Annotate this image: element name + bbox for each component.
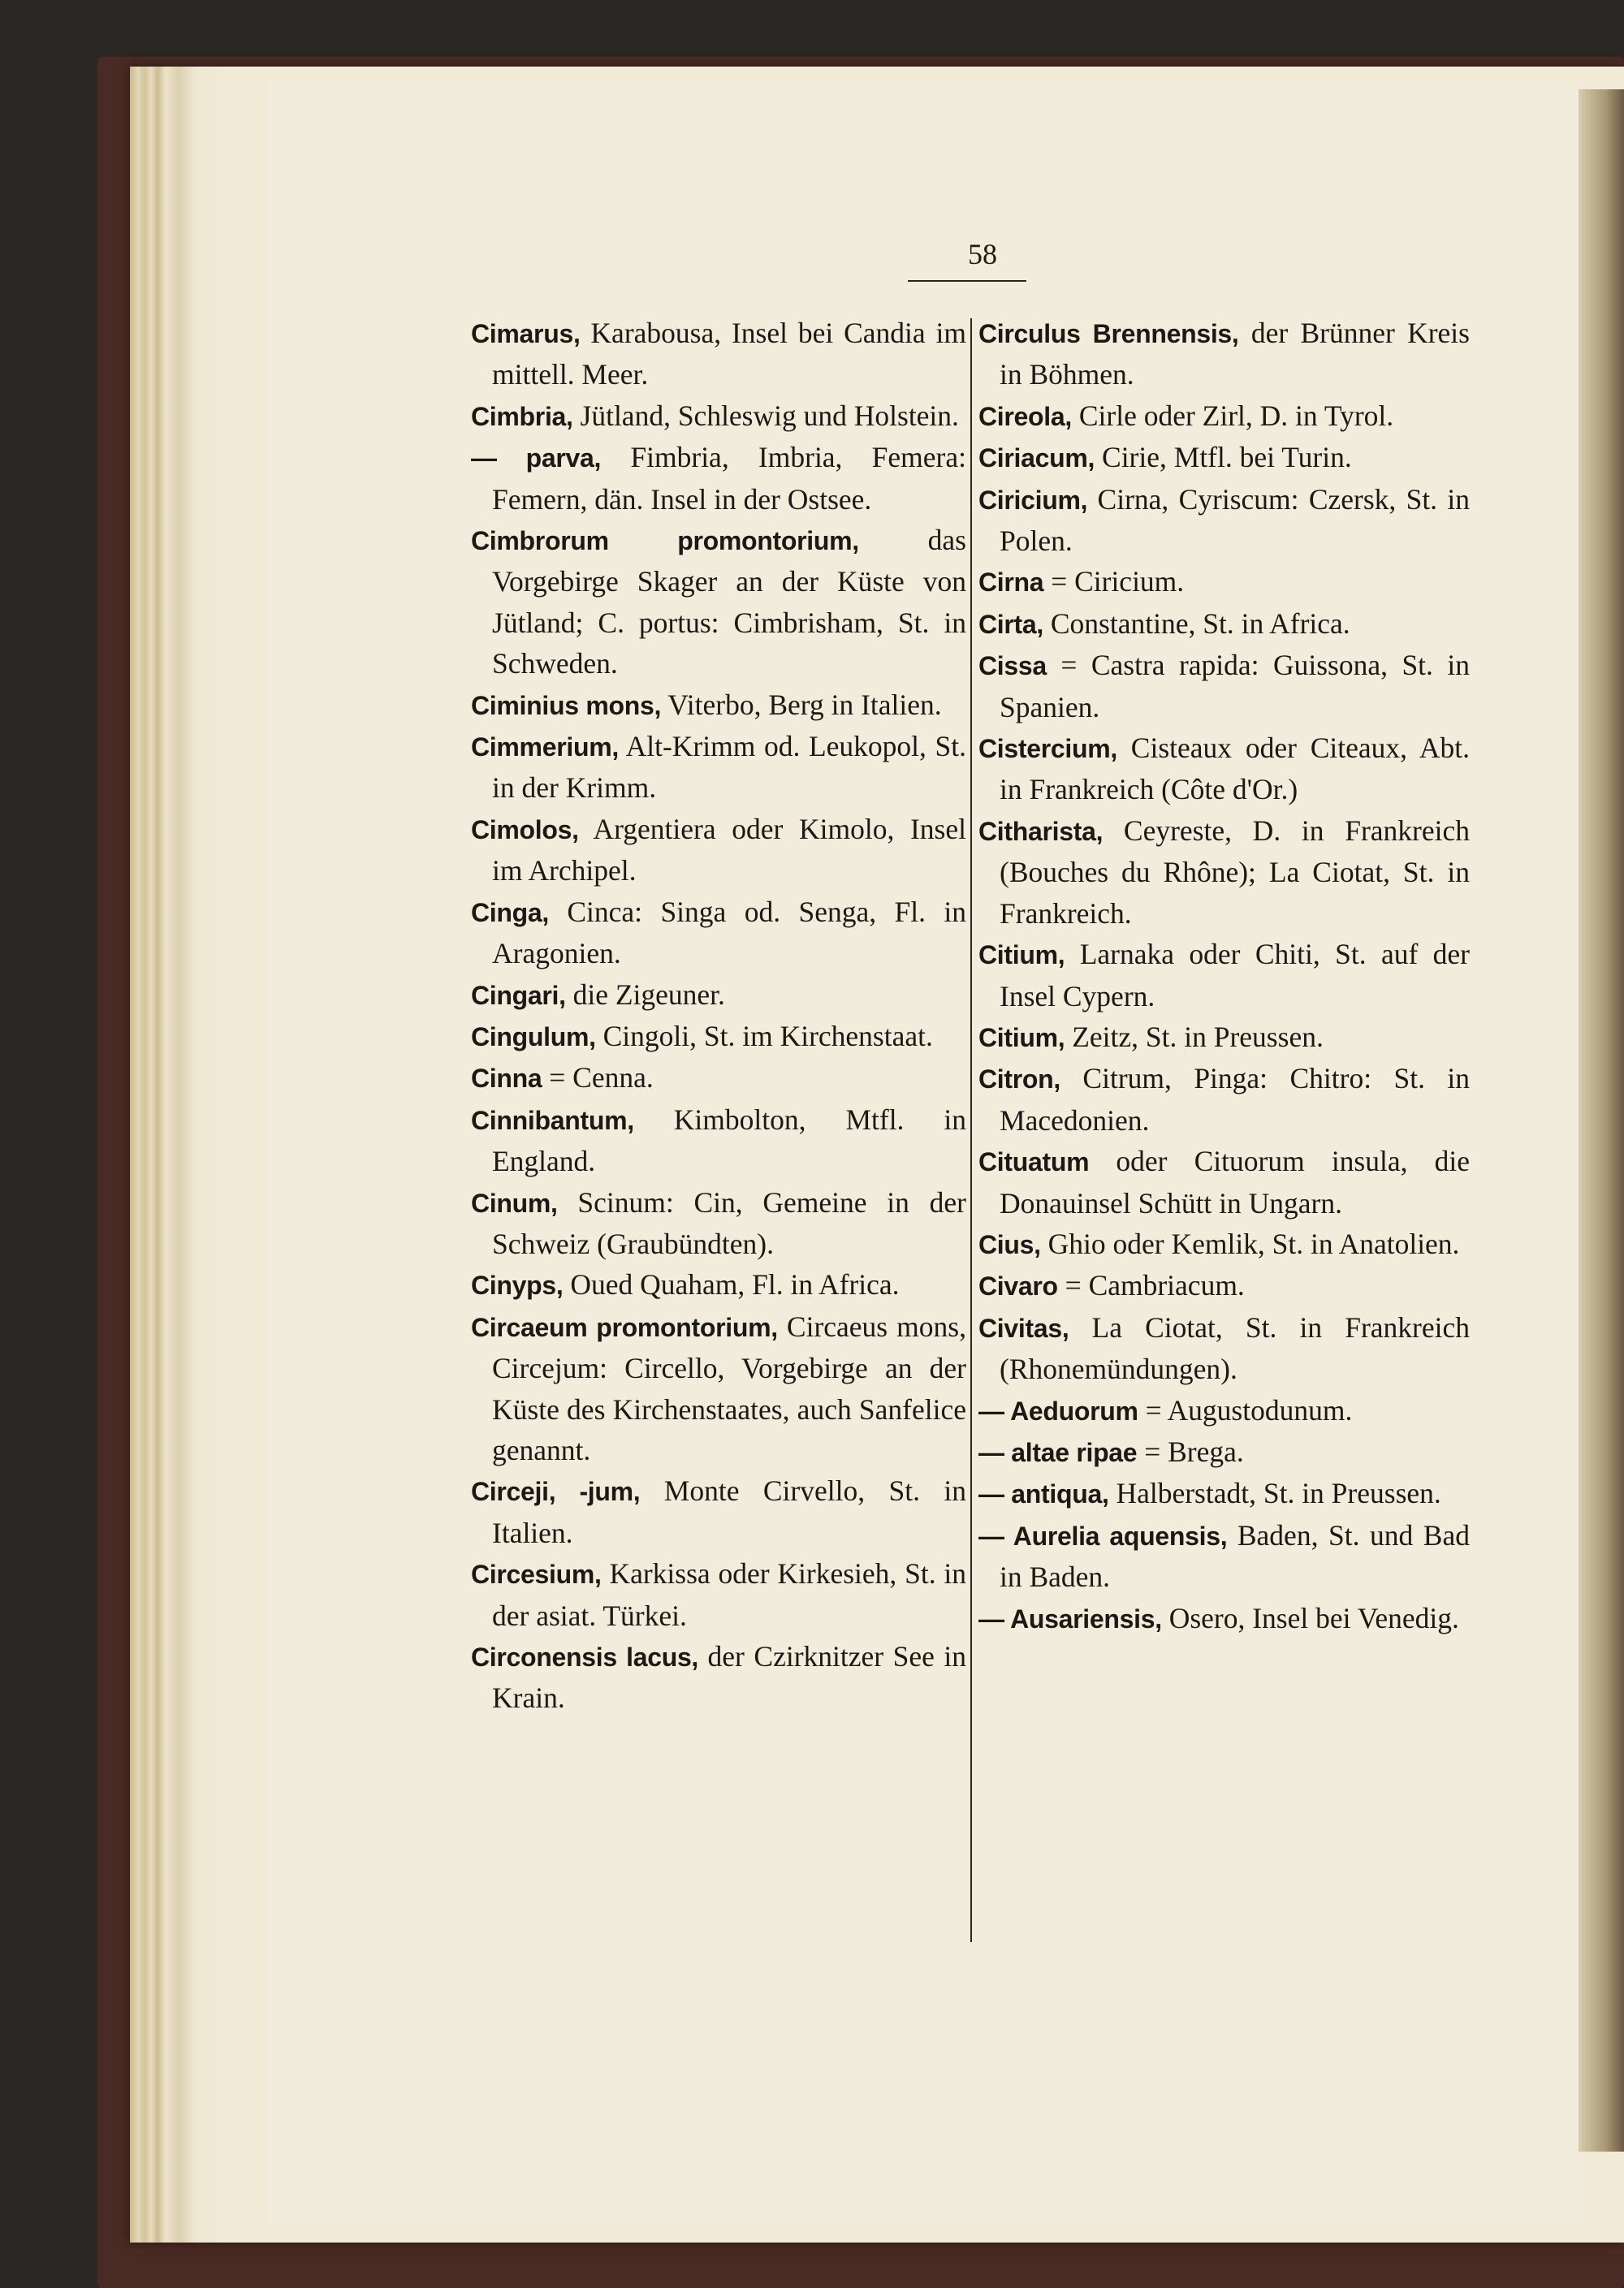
entry-headword: Circeji, -jum, bbox=[471, 1477, 641, 1507]
entry-text: Larnaka oder Chiti, St. auf der Insel Cypern. bbox=[1000, 938, 1470, 1012]
entry-text: Cirie, Mtfl. bei Turin. bbox=[1095, 441, 1352, 474]
entry-text: Ceyreste, D. in Frankreich (Bouches du Rhône); La Ciotat, St. in Frankreich. bbox=[1000, 814, 1470, 930]
page-gutter-shadow bbox=[1579, 89, 1624, 2152]
entry-text: oder Cituorum insula, die Donauinsel Schütt in Ungarn. bbox=[1000, 1145, 1470, 1220]
dictionary-entry bbox=[978, 1017, 1470, 1058]
entry-text: = Cenna. bbox=[542, 1061, 654, 1094]
entry-text: Halberstadt, St. in Preussen. bbox=[1108, 1477, 1441, 1510]
entry-text: Ghio oder Kemlik, St. in Anatolien. bbox=[1040, 1227, 1460, 1260]
entry-headword: Circulus Brennensis, bbox=[978, 319, 1239, 348]
entry-headword: Cingulum, bbox=[471, 1021, 596, 1051]
dictionary-entry bbox=[471, 1553, 966, 1636]
dictionary-entry bbox=[978, 810, 1470, 934]
entry-headword: Cinga, bbox=[471, 897, 549, 927]
entry-headword: Cirna bbox=[978, 568, 1044, 598]
dictionary-entry bbox=[978, 1307, 1470, 1390]
dictionary-entry bbox=[978, 1390, 1470, 1431]
dictionary-entry bbox=[471, 395, 966, 437]
entry-headword: Cireola, bbox=[978, 401, 1072, 431]
entry-headword: — parva, bbox=[471, 443, 602, 473]
entry-text: Argentiera oder Kimolo, Insel im Archipel. bbox=[492, 812, 966, 887]
dictionary-entry bbox=[978, 1141, 1470, 1224]
entry-headword: — Aurelia aquensis, bbox=[978, 1521, 1228, 1551]
column-divider bbox=[970, 318, 972, 1942]
entry-text: Citrum, Pinga: Chitro: St. in Macedonien. bbox=[1000, 1062, 1470, 1137]
entry-headword: Ciriacum, bbox=[978, 443, 1095, 473]
dictionary-entry bbox=[471, 313, 966, 395]
dictionary-entry bbox=[471, 1057, 966, 1099]
dictionary-entry bbox=[471, 1470, 966, 1553]
entry-text: = Ciricium. bbox=[1043, 565, 1185, 598]
entry-text: das Vorgebirge Skager an der Küste von Jütland; C. portus: Cimbrisham, St. in Schweden. bbox=[492, 524, 966, 680]
entry-headword: Ciricium, bbox=[978, 485, 1088, 515]
entry-text: La Ciotat, St. in Frankreich (Rhonemündungen). bbox=[1000, 1310, 1470, 1386]
entry-text: = Cambriacum. bbox=[1057, 1269, 1245, 1302]
entry-headword: — altae ripae bbox=[978, 1437, 1138, 1467]
entry-text: Baden, St. und Bad in Baden. bbox=[1000, 1518, 1470, 1594]
dictionary-entry bbox=[471, 726, 966, 809]
entry-headword: — antiqua, bbox=[978, 1479, 1109, 1509]
entry-headword: Citium, bbox=[978, 1022, 1065, 1052]
entry-headword: Civaro bbox=[978, 1271, 1058, 1302]
entry-headword: Cistercium, bbox=[978, 734, 1117, 764]
dictionary-entry bbox=[978, 1473, 1470, 1514]
entry-headword: Cinna bbox=[471, 1064, 542, 1094]
dictionary-entry bbox=[471, 1182, 966, 1265]
dictionary-entry bbox=[978, 1431, 1470, 1473]
entry-text: = Augustodunum. bbox=[1138, 1393, 1353, 1427]
dictionary-entry bbox=[978, 479, 1470, 562]
entry-text: der Brünner Kreis in Böhmen. bbox=[1000, 317, 1470, 391]
dictionary-entry bbox=[978, 1224, 1470, 1265]
entry-headword: Circonensis lacus, bbox=[471, 1643, 699, 1672]
entry-headword: Citharista, bbox=[978, 816, 1104, 846]
entry-text: Jütland, Schleswig und Holstein. bbox=[572, 399, 959, 432]
entry-text: Cingoli, St. im Kirchenstaat. bbox=[595, 1019, 933, 1052]
dictionary-entry bbox=[471, 1099, 966, 1182]
entry-text: Viterbo, Berg in Italien. bbox=[661, 688, 942, 721]
dictionary-entry bbox=[471, 974, 966, 1016]
dictionary-entry bbox=[978, 603, 1470, 645]
entry-headword: Ciminius mons, bbox=[471, 690, 662, 720]
dictionary-entry bbox=[471, 891, 966, 974]
entry-headword: Cimolos, bbox=[471, 814, 579, 844]
dictionary-entry bbox=[471, 520, 966, 684]
entry-headword: Cirta, bbox=[978, 609, 1043, 639]
page-number-rule bbox=[908, 280, 1026, 282]
dictionary-entry bbox=[471, 437, 966, 520]
entry-headword: Citron, bbox=[978, 1064, 1060, 1094]
entry-headword: Cissa bbox=[978, 651, 1047, 681]
entry-text: Circaeus mons, Circejum: Circello, Vorgebirge an der Küste des Kirchenstaates, auch Sanfelice genannt. bbox=[492, 1310, 966, 1466]
dictionary-entry bbox=[978, 313, 1470, 395]
dictionary-entry bbox=[978, 1265, 1470, 1306]
entry-text: Constantine, St. in Africa. bbox=[1043, 607, 1350, 640]
dictionary-entry bbox=[471, 1636, 966, 1719]
entry-headword: Cius, bbox=[978, 1229, 1041, 1259]
entry-headword: Citium, bbox=[978, 940, 1065, 970]
dictionary-entry bbox=[978, 437, 1470, 478]
entry-headword: — Aeduorum bbox=[978, 1396, 1138, 1426]
entry-text: Zeitz, St. in Preussen. bbox=[1065, 1020, 1324, 1053]
right-column bbox=[978, 313, 1470, 1639]
entry-text: Osero, Insel bei Venedig. bbox=[1161, 1601, 1459, 1634]
entry-headword: Cimbrorum promontorium, bbox=[471, 526, 859, 556]
dictionary-entry bbox=[471, 809, 966, 891]
entry-headword: — Ausariensis, bbox=[978, 1604, 1162, 1634]
dictionary-entry bbox=[978, 645, 1470, 727]
dictionary-entry bbox=[978, 1598, 1470, 1639]
entry-text: der Czirknitzer See in Krain. bbox=[492, 1640, 966, 1715]
dictionary-entry bbox=[471, 1264, 966, 1306]
entry-headword: Circaeum promontorium, bbox=[471, 1312, 778, 1342]
entry-text: Scinum: Cin, Gemeine in der Schweiz (Graubündten). bbox=[492, 1185, 966, 1260]
entry-headword: Cinyps, bbox=[471, 1271, 564, 1301]
entry-text: Kimbolton, Mtfl. in England. bbox=[492, 1103, 966, 1178]
entry-headword: Cingari, bbox=[471, 980, 566, 1010]
entry-headword: Circesium, bbox=[471, 1560, 602, 1590]
dictionary-entry bbox=[978, 395, 1470, 437]
left-column bbox=[471, 313, 966, 1719]
entry-text: Cirle oder Zirl, D. in Tyrol. bbox=[1071, 399, 1394, 432]
dictionary-entry bbox=[978, 561, 1470, 602]
entry-text: = Brega. bbox=[1137, 1435, 1244, 1468]
entry-text: Cinca: Singa od. Senga, Fl. in Aragonien. bbox=[492, 895, 966, 970]
entry-headword: Cimbria, bbox=[471, 401, 573, 431]
entry-text: die Zigeuner. bbox=[565, 978, 725, 1011]
dictionary-entry bbox=[978, 727, 1470, 810]
entry-text: = Castra rapida: Guissona, St. in Spanien. bbox=[1000, 649, 1470, 723]
entry-text: Karabousa, Insel bei Candia im mittell. Meer. bbox=[492, 317, 966, 391]
entry-text: Oued Quaham, Fl. in Africa. bbox=[563, 1268, 900, 1302]
entry-headword: Cimarus, bbox=[471, 319, 581, 348]
dictionary-entry bbox=[471, 684, 966, 726]
entry-text: Alt-Krimm od. Leukopol, St. in der Krimm. bbox=[492, 730, 966, 805]
dictionary-entry bbox=[978, 934, 1470, 1017]
entry-headword: Cituatum bbox=[978, 1147, 1090, 1177]
entry-headword: Civitas, bbox=[978, 1313, 1069, 1343]
entry-headword: Cimmerium, bbox=[471, 732, 619, 762]
entry-text: Cirna, Cyriscum: Czersk, St. in Polen. bbox=[1000, 482, 1470, 558]
dictionary-entry bbox=[471, 1306, 966, 1471]
entry-text: Karkissa oder Kirkesieh, St. in der asiat. Türkei. bbox=[492, 1557, 966, 1632]
entry-headword: Cinum, bbox=[471, 1188, 558, 1218]
entry-headword: Cinnibantum, bbox=[471, 1105, 634, 1135]
dictionary-entry bbox=[978, 1515, 1470, 1598]
entry-text: Cisteaux oder Citeaux, Abt. in Frankreich (Côte d'Or.) bbox=[1000, 732, 1470, 806]
dictionary-entry bbox=[978, 1058, 1470, 1141]
dictionary-entry bbox=[471, 1016, 966, 1057]
entry-text: Fimbria, Imbria, Femera: Femern, dän. Insel in der Ostsee. bbox=[492, 441, 966, 516]
entry-text: Monte Cirvello, St. in Italien. bbox=[492, 1474, 967, 1549]
page-number: 58 bbox=[968, 238, 997, 270]
